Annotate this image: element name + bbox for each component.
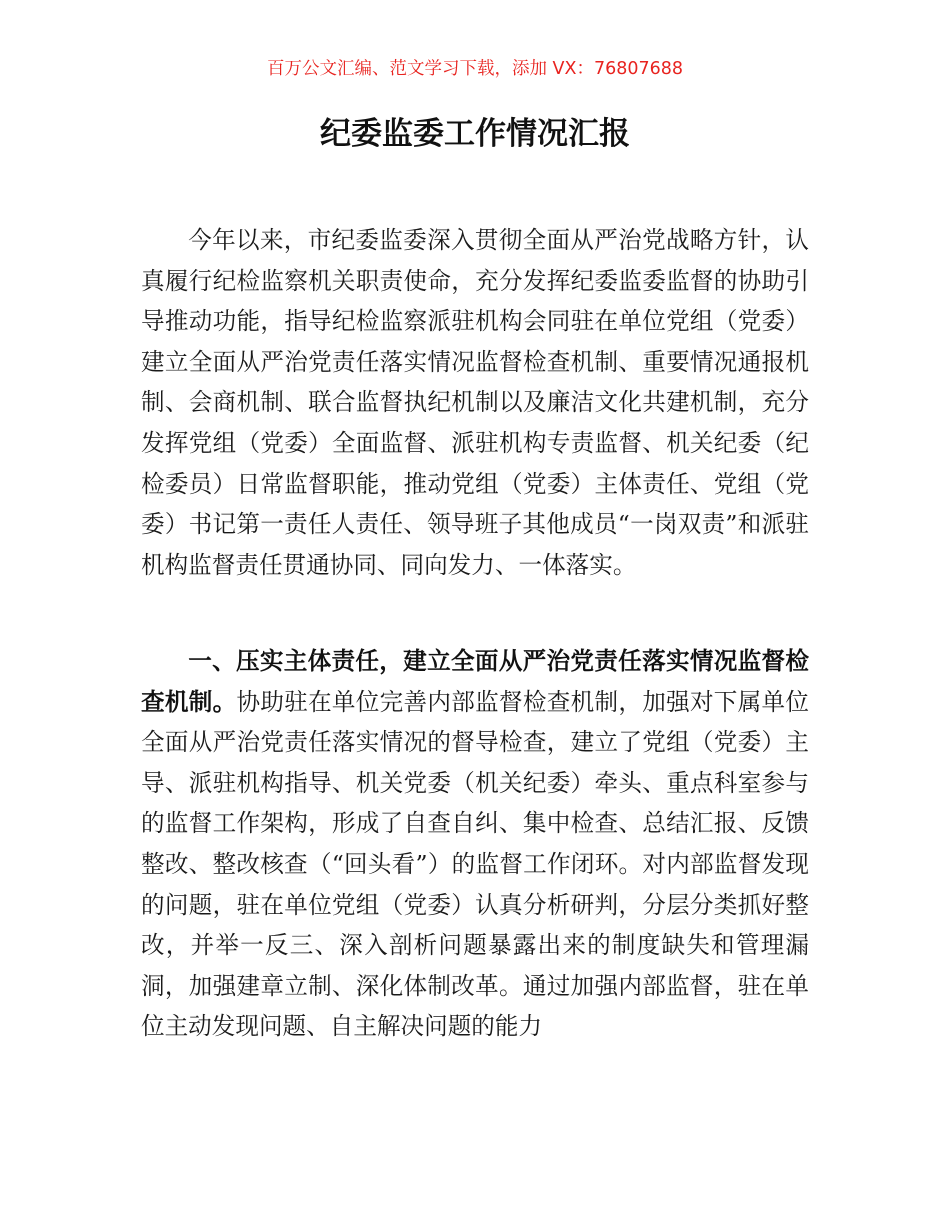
intro-paragraph bbox=[141, 220, 809, 585]
section-one-block bbox=[141, 641, 809, 1047]
section-one-heading: 一、压实主体责任，建立全面从严治党责任落实情况监督检查机制。 bbox=[141, 647, 809, 716]
document-title: 纪委监委工作情况汇报 bbox=[320, 116, 630, 152]
intro-paragraph-block bbox=[141, 220, 809, 585]
section-one-paragraph bbox=[141, 641, 809, 1047]
header-promo-note: 百万公文汇编、范文学习下载，添加 VX：76807688 bbox=[266, 59, 684, 79]
intro-paragraph-text: 今年以来，市纪委监委深入贯彻全面从严治党战略方针，认真履行纪检监察机关职责使命，充分发挥纪委监委监督的协助引导推动功能，指导纪检监察派驻机构会同驻在单位党组（党委）建立全面从严治党责任落实情况监督检查机制、重要情况通报机制、会商机制、联合监督执纪机制以及廉洁文化共建机制，充分发挥党组（党委）全面监督、派驻机构专责监督、机关纪委（纪检委员）日常监督职能，推动党组（党委）主体责任、党组（党委）书记第一责任人责任、领导班子其他成员“一岗双责”和派驻机构监督责任贯通协同、同向发力、一体落实。 bbox=[141, 226, 809, 579]
section-one-text: 协助驻在单位完善内部监督检查机制，加强对下属单位全面从严治党责任落实情况的督导检查，建立了党组（党委）主导、派驻机构指导、机关党委（机关纪委）牵头、重点科室参与的监督工作架构，形成了自查自纠、集中检查、总结汇报、反馈整改、整改核查（“回头看”）的监督工作闭环。对内部监督发现的问题，驻在单位党组（党委）认真分析研判，分层分类抓好整改，并举一反三、深入剖析问题暴露出来的制度缺失和管理漏洞，加强建章立制、深化体制改革。通过加强内部监督，驻在单位主动发现问题、自主解决问题的能力 bbox=[141, 687, 809, 1041]
